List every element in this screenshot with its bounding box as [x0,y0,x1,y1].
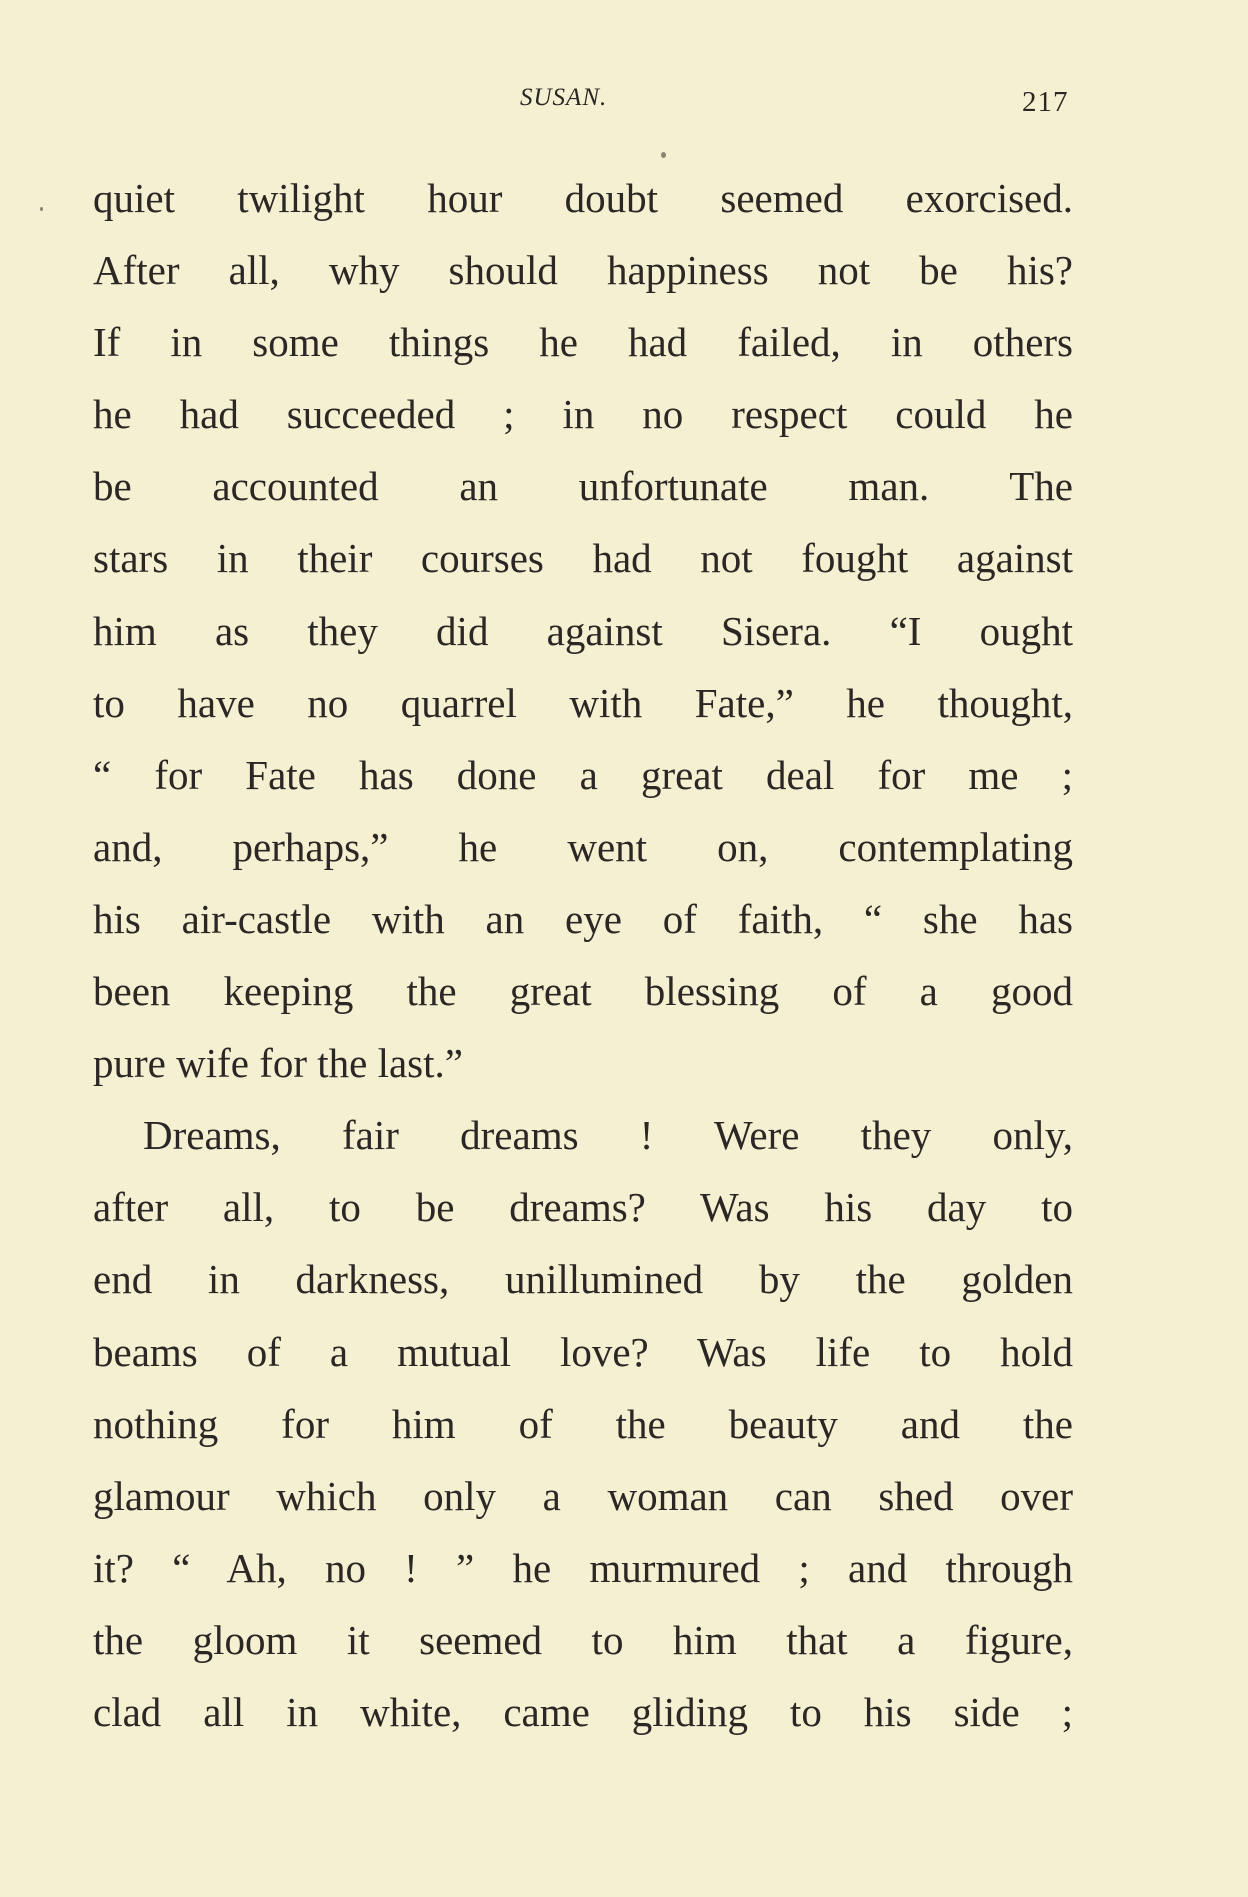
ink-speck [40,207,43,211]
text-line: If in some things he had failed, in others [93,319,1073,366]
running-head [0,84,1248,124]
text-line: glamour which only a woman can shed over [93,1472,1073,1519]
text-line: “ for Fate has done a great deal for me ; [93,751,1073,798]
text-line: and, perhaps,” he went on, contemplating [93,823,1073,870]
ink-speck [661,152,666,158]
running-title: SUSAN. [520,84,608,111]
text-line: after all, to be dreams? Was his day to [93,1184,1073,1231]
text-line: Dreams, fair dreams ! Were they only, [143,1112,1073,1159]
body-text [93,162,1073,1748]
text-line: nothing for him of the beauty and the [93,1400,1073,1447]
text-line: After all, why should happiness not be his? [93,247,1073,294]
text-line: end in darkness, unillumined by the golden [93,1256,1073,1303]
text-line: beams of a mutual love? Was life to hold [93,1328,1073,1375]
page-number: 217 [1022,86,1069,118]
text-line: been keeping the great blessing of a good [93,968,1073,1015]
text-line: pure wife for the last.” [93,1040,463,1087]
text-line: stars in their courses had not fought against [93,535,1073,582]
text-line: be accounted an unfortunate man. The [93,463,1073,510]
text-line: him as they did against Sisera. “I ought [93,607,1073,654]
text-line: clad all in white, came gliding to his side ; [93,1688,1073,1735]
text-line: it? “ Ah, no ! ” he murmured ; and through [93,1544,1073,1591]
text-line: his air-castle with an eye of faith, “ she has [93,895,1073,942]
text-line: the gloom it seemed to him that a figure, [93,1616,1073,1663]
text-line: he had succeeded ; in no respect could he [93,391,1073,438]
text-line: quiet twilight hour doubt seemed exorcised. [93,175,1073,221]
text-line: to have no quarrel with Fate,” he thought, [93,679,1073,726]
